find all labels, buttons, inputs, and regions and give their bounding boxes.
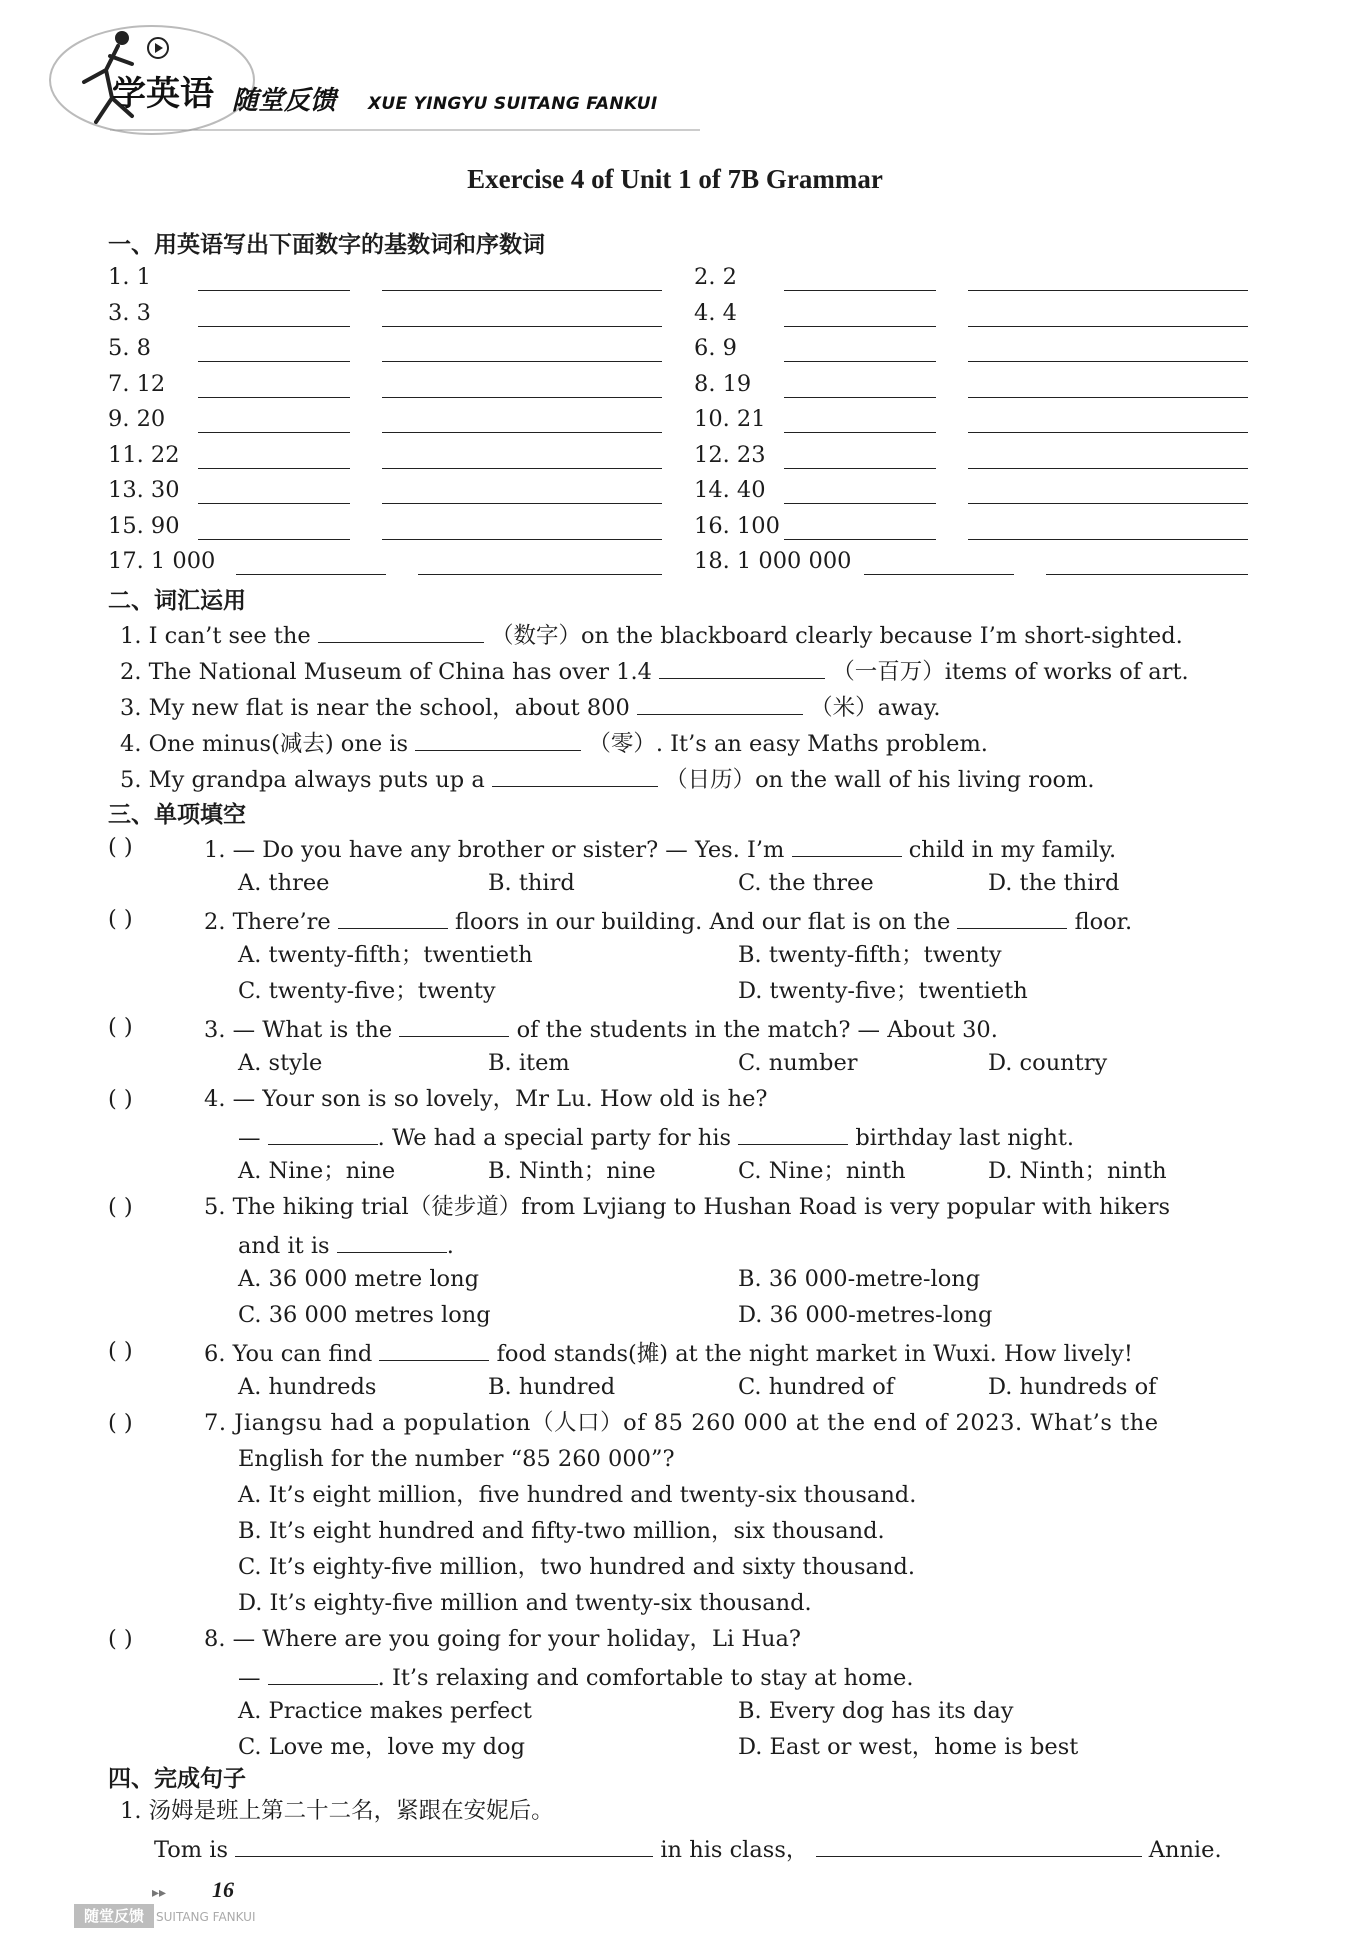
logo-chinese-subtitle: 随堂反馈 [232, 86, 337, 116]
answer-blank[interactable] [816, 1832, 1142, 1857]
mc-q8-option-b: B. Every dog has its day [738, 1698, 1014, 1724]
cardinal-blank[interactable] [198, 396, 350, 398]
mc-q7: 7. Jiangsu had a population（人口）of 85 260 000 at the end of 2023. What’s the [204, 1410, 1159, 1436]
ordinal-blank[interactable] [418, 573, 662, 575]
section3-heading: 三、单项填空 [108, 802, 246, 828]
answer-blank [338, 904, 448, 929]
cardinal-blank[interactable] [198, 502, 350, 504]
mc-q6: 6. You can find food stands(摊) at the night market in Wuxi. How lively! [204, 1336, 1133, 1369]
number-item-label: 8. 19 [694, 370, 752, 397]
mc-q3-option-a: A. style [238, 1050, 323, 1076]
mc-q8-option-d: D. East or west，home is best [738, 1734, 1079, 1760]
answer-paren[interactable]: ( ) [108, 1626, 133, 1652]
mc-q4-option-a: A. Nine；nine [238, 1158, 396, 1184]
ordinal-blank[interactable] [968, 396, 1248, 398]
mc-q7-option-a: A. It’s eight million，five hundred and twenty-six thousand. [238, 1482, 917, 1508]
cardinal-blank[interactable] [784, 431, 936, 433]
cardinal-blank[interactable] [198, 538, 350, 540]
number-item-label: 10. 21 [694, 406, 766, 432]
section4-heading: 四、完成句子 [108, 1766, 246, 1792]
number-item-label: 1. 1 [108, 264, 151, 290]
section1-heading: 一、用英语写出下面数字的基数词和序数词 [108, 232, 545, 258]
mc-q3-option-b: B. item [488, 1050, 570, 1076]
number-item-label: 12. 23 [694, 441, 766, 468]
number-item-label: 13. 30 [108, 477, 180, 503]
number-item-label: 7. 12 [108, 370, 166, 397]
answer-blank[interactable] [659, 654, 825, 679]
answer-blank[interactable] [235, 1832, 653, 1857]
cardinal-blank[interactable] [864, 573, 1014, 575]
answer-blank [792, 832, 902, 857]
vocab-q2: 2. The National Museum of China has over 1.4 （一百万）items of works of art. [120, 654, 1189, 687]
footer-english: SUITANG FANKUI [156, 1910, 256, 1924]
ordinal-blank[interactable] [968, 431, 1248, 433]
answer-blank [399, 1012, 509, 1037]
mc-q4: 4. — Your son is so lovely，Mr Lu. How old is he? [204, 1086, 768, 1112]
number-item-label: 15. 90 [108, 512, 180, 539]
number-item-label: 9. 20 [108, 406, 166, 432]
cardinal-blank[interactable] [198, 467, 350, 469]
mc-q5-option-a: A. 36 000 metre long [238, 1266, 479, 1292]
answer-blank [379, 1336, 489, 1361]
answer-paren[interactable]: ( ) [108, 1014, 133, 1040]
logo-chinese-title: 学英语 [112, 74, 214, 114]
ordinal-blank[interactable] [382, 538, 662, 540]
sentence-q1: Tom is in his class， Annie. [154, 1832, 1222, 1865]
number-item-label: 17. 1 000 [108, 548, 216, 574]
answer-blank [337, 1228, 447, 1253]
mc-q7-option-c: C. It’s eighty-five million，two hundred and sixty thousand. [238, 1554, 915, 1580]
number-item-label: 11. 22 [108, 441, 180, 468]
mc-q2: 2. There’re floors in our building. And our flat is on the floor. [204, 904, 1132, 937]
number-item-label: 6. 9 [694, 335, 737, 361]
mc-q2-option-b: B. twenty-fifth；twenty [738, 942, 1002, 968]
mc-q2-option-c: C. twenty-five；twenty [238, 978, 496, 1004]
mc-q1-option-a: A. three [238, 870, 330, 896]
footer-arrow-icon: ▸▸ [152, 1885, 167, 1901]
mc-q5-option-b: B. 36 000-metre-long [738, 1266, 981, 1292]
mc-q7-option-b: B. It’s eight hundred and fifty-two million，six thousand. [238, 1518, 885, 1544]
ordinal-blank[interactable] [382, 502, 662, 504]
cardinal-blank[interactable] [784, 502, 936, 504]
answer-paren[interactable]: ( ) [108, 1338, 133, 1364]
answer-blank [268, 1120, 378, 1145]
ordinal-blank[interactable] [382, 289, 662, 291]
ordinal-blank[interactable] [382, 360, 662, 362]
answer-blank [957, 904, 1067, 929]
mc-q3-option-d: D. country [988, 1050, 1108, 1076]
ordinal-blank[interactable] [968, 538, 1248, 540]
answer-paren[interactable]: ( ) [108, 1194, 133, 1220]
number-item-label: 18. 1 000 000 [694, 548, 852, 574]
ordinal-blank[interactable] [968, 360, 1248, 362]
cardinal-blank[interactable] [198, 325, 350, 327]
number-item-label: 16. 100 [694, 512, 780, 539]
mc-q7-option-d: D. It’s eighty-five million and twenty-six thousand. [238, 1590, 812, 1616]
mc-q5: 5. The hiking trial（徒步道）from Lvjiang to Hushan Road is very popular with hikers [204, 1194, 1171, 1220]
mc-q3-option-c: C. number [738, 1050, 858, 1076]
answer-blank [738, 1120, 848, 1145]
mc-q1-option-b: B. third [488, 870, 575, 896]
ordinal-blank[interactable] [382, 325, 662, 327]
ordinal-blank[interactable] [968, 325, 1248, 327]
mc-q6-option-a: A. hundreds [238, 1374, 377, 1400]
ordinal-blank[interactable] [382, 396, 662, 398]
cardinal-blank[interactable] [784, 538, 936, 540]
answer-paren[interactable]: ( ) [108, 834, 133, 860]
section2-heading: 二、词汇运用 [108, 588, 246, 614]
ordinal-blank[interactable] [968, 289, 1248, 291]
answer-blank[interactable] [637, 690, 803, 715]
answer-blank [268, 1660, 378, 1685]
ordinal-blank[interactable] [968, 467, 1248, 469]
page-number: 16 [212, 1877, 234, 1902]
cardinal-blank[interactable] [198, 360, 350, 362]
answer-blank[interactable] [492, 762, 658, 787]
number-item-label: 2. 2 [694, 264, 737, 290]
mc-q2-option-d: D. twenty-five；twentieth [738, 978, 1028, 1004]
cardinal-blank[interactable] [236, 573, 386, 575]
vocab-q3: 3. My new flat is near the school，about 800 （米）away. [120, 690, 941, 723]
answer-paren[interactable]: ( ) [108, 906, 133, 932]
mc-q1-option-c: C. the three [738, 870, 874, 896]
ordinal-blank[interactable] [382, 431, 662, 433]
mc-q1-option-d: D. the third [988, 870, 1120, 896]
mc-q5-option-d: D. 36 000-metres-long [738, 1302, 993, 1328]
answer-paren[interactable]: ( ) [108, 1086, 133, 1112]
mc-q7-cont: English for the number “85 260 000”? [238, 1446, 675, 1472]
number-item-label: 14. 40 [694, 477, 766, 503]
sentence-q1-chinese: 1. 汤姆是班上第二十二名，紧跟在安妮后。 [120, 1798, 554, 1824]
cardinal-blank[interactable] [784, 360, 936, 362]
number-item-label: 4. 4 [694, 299, 737, 326]
vocab-q5: 5. My grandpa always puts up a （日历）on the wall of his living room. [120, 762, 1095, 795]
mc-q3: 3. — What is the of the students in the match? — About 30. [204, 1012, 998, 1045]
mc-q5-option-c: C. 36 000 metres long [238, 1302, 491, 1328]
cardinal-blank[interactable] [784, 396, 936, 398]
mc-q4-reply: — . We had a special party for his birthday last night. [238, 1120, 1074, 1153]
cardinal-blank[interactable] [198, 289, 350, 291]
mc-q6-option-c: C. hundred of [738, 1374, 895, 1400]
mc-q1: 1. — Do you have any brother or sister? — Yes. I’m child in my family. [204, 832, 1116, 865]
mc-q5-cont: and it is . [238, 1228, 454, 1261]
logo-english-subtitle: XUE YINGYU SUITANG FANKUI [368, 94, 658, 114]
mc-q2-option-a: A. twenty-fifth；twentieth [238, 942, 533, 968]
ordinal-blank[interactable] [382, 467, 662, 469]
mc-q4-option-d: D. Ninth；ninth [988, 1158, 1167, 1184]
mc-q8-option-a: A. Practice makes perfect [238, 1698, 532, 1724]
mc-q4-option-b: B. Ninth；nine [488, 1158, 656, 1184]
cardinal-blank[interactable] [784, 467, 936, 469]
cardinal-blank[interactable] [784, 289, 936, 291]
ordinal-blank[interactable] [1046, 573, 1248, 575]
mc-q6-option-d: D. hundreds of [988, 1374, 1157, 1400]
answer-paren[interactable]: ( ) [108, 1410, 133, 1436]
answer-blank[interactable] [415, 726, 581, 751]
mc-q8-option-c: C. Love me，love my dog [238, 1734, 526, 1760]
mc-q8: 8. — Where are you going for your holiday，Li Hua? [204, 1626, 801, 1652]
header-logo [40, 18, 720, 138]
number-item-label: 5. 8 [108, 335, 151, 361]
cardinal-blank[interactable] [784, 325, 936, 327]
footer-label: 随堂反馈 [74, 1904, 154, 1928]
cardinal-blank[interactable] [198, 431, 350, 433]
vocab-q4: 4. One minus(减去) one is （零）. It’s an easy Maths problem. [120, 726, 988, 759]
page-title: Exercise 4 of Unit 1 of 7B Grammar [467, 164, 883, 194]
answer-blank[interactable] [318, 618, 484, 643]
mc-q6-option-b: B. hundred [488, 1374, 616, 1400]
vocab-q1: 1. I can’t see the （数字）on the blackboard clearly because I’m short-sighted. [120, 618, 1183, 651]
ordinal-blank[interactable] [968, 502, 1248, 504]
number-item-label: 3. 3 [108, 299, 151, 326]
mc-q4-option-c: C. Nine；ninth [738, 1158, 906, 1184]
mc-q8-reply: — . It’s relaxing and comfortable to stay at home. [238, 1660, 914, 1693]
